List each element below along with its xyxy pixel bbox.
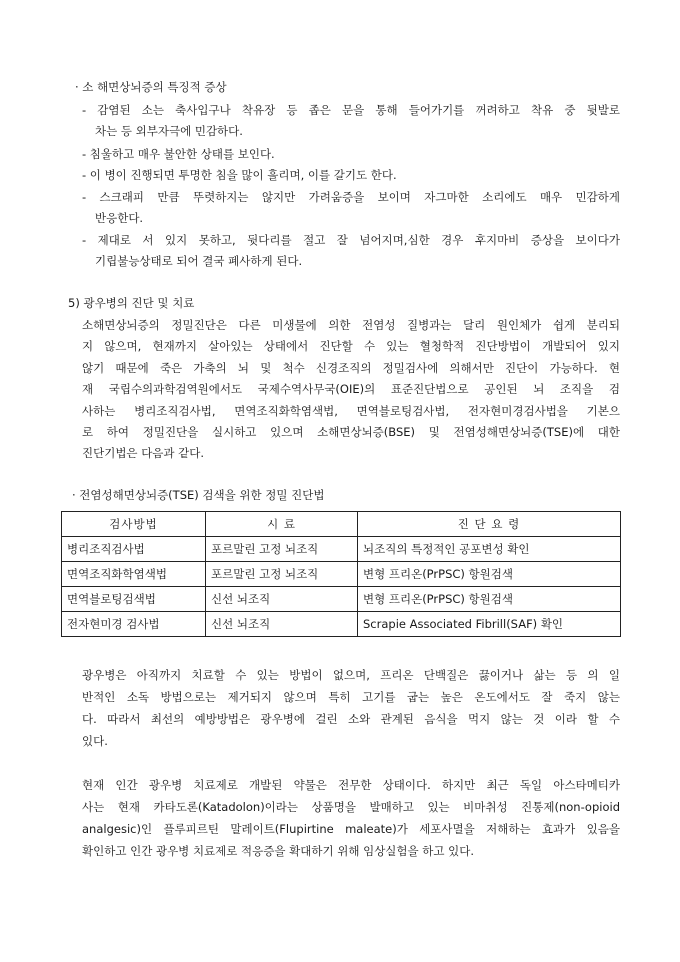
- symptom-item-1: - 감염된 소는 축사입구나 착유장 등 좁은 문을 통해 들어가기를 꺼려하고 착유 중 뒷발로: [82, 103, 620, 117]
- table-row: [62, 537, 621, 562]
- table-title: · 전염성해면상뇌증(TSE) 검색을 위한 정밀 진단법: [72, 488, 325, 502]
- cell-sample: 포르말린 고정 뇌조직: [206, 562, 358, 587]
- diagnosis-line-3: 않기 때문에 죽은 가축의 뇌 및 척수 신경조직의 정밀검사에 의해서만 진단이 가능하다. 현: [82, 361, 620, 375]
- symptom-item-3: - 이 병이 진행되면 투명한 침을 많이 흘리며, 이를 갈기도 한다.: [82, 168, 397, 182]
- cell-procedure: 변형 프리온(PrPSC) 항원검색: [358, 562, 621, 587]
- cell-method: 면역조직화학염색법: [62, 562, 206, 587]
- symptoms-heading: · 소 해면상뇌증의 특징적 증상: [75, 80, 227, 94]
- treatment-line-1: 광우병은 아직까지 치료할 수 있는 방법이 없으며, 프리온 단백질은 끓이거나 삶는 등 의 일: [82, 668, 620, 682]
- drugs-line-2: 사는 현재 카타도론(Katadolon)이라는 상품명을 발매하고 있는 비마취성 진통제(non-opioid: [82, 800, 620, 814]
- diagnosis-heading: 5) 광우병의 진단 및 치료: [68, 296, 195, 310]
- symptom-item-1-cont: 차는 등 외부자극에 민감하다.: [95, 124, 243, 138]
- cell-procedure: 변형 프리온(PrPSC) 항원검색: [358, 587, 621, 612]
- cell-method: 병리조직검사법: [62, 537, 206, 562]
- cell-method: 면역블로팅검색법: [62, 587, 206, 612]
- diagnosis-line-4: 재 국립수의과학검역원에서도 국제수역사무국(OIE)의 표준진단법으로 공인된 뇌 조직을 검: [82, 382, 620, 396]
- diagnosis-line-7: 진단기법은 다음과 같다.: [82, 446, 205, 460]
- diagnosis-methods-table: [61, 511, 621, 637]
- symptom-item-2: - 침울하고 매우 불안한 상태를 보인다.: [82, 147, 275, 161]
- table-row: [62, 562, 621, 587]
- table-header-row: [62, 512, 621, 537]
- header-method: 검사방법: [62, 512, 206, 537]
- cell-sample: 포르말린 고정 뇌조직: [206, 537, 358, 562]
- drugs-line-4: 확인하고 인간 광우병 치료제로 적응증을 확대하기 위해 임상실험을 하고 있다.: [82, 844, 475, 858]
- diagnosis-line-6: 로 하여 정밀진단을 실시하고 있으며 소해면상뇌증(BSE) 및 전염성해면상뇌증(TSE)에 대한: [82, 425, 620, 439]
- cell-procedure: 뇌조직의 특정적인 공포변성 확인: [358, 537, 621, 562]
- treatment-line-2: 반적인 소독 방법으로는 제거되지 않으며 특히 고기를 굽는 높은 온도에서도 잘 죽지 않는: [82, 690, 620, 704]
- cell-sample: 신선 뇌조직: [206, 612, 358, 637]
- symptom-item-4-cont: 반응한다.: [95, 211, 144, 225]
- symptom-item-5-cont: 기립불능상태로 되어 결국 폐사하게 된다.: [95, 254, 303, 268]
- table-row: [62, 612, 621, 637]
- table-row: [62, 587, 621, 612]
- treatment-line-3: 다. 따라서 최선의 예방방법은 광우병에 걸린 소와 관계된 음식을 먹지 않는 것 이라 할 수: [82, 712, 620, 726]
- symptom-item-5: - 제대로 서 있지 못하고, 뒷다리를 절고 잘 넘어지며,심한 경우 후지마비 증상을 보이다가: [82, 233, 620, 247]
- diagnosis-line-5: 사하는 병리조직검사법, 면역조직화학염색법, 면역블로팅검사법, 전자현미경검사법을 기본으: [82, 404, 620, 418]
- cell-procedure: Scrapie Associated Fibrill(SAF) 확인: [358, 612, 621, 637]
- header-sample: 시 료: [206, 512, 358, 537]
- drugs-line-1: 현재 인간 광우병 치료제로 개발된 약물은 전무한 상태이다. 하지만 최근 독일 아스타메티카: [82, 778, 620, 792]
- cell-method: 전자현미경 검사법: [62, 612, 206, 637]
- cell-sample: 신선 뇌조직: [206, 587, 358, 612]
- diagnosis-line-2: 지 않으며, 현재까지 살아있는 상태에서 진단할 수 있는 혈청학적 진단방법이 개발되어 있지: [82, 339, 620, 353]
- drugs-line-3: analgesic)인 플루피르틴 말레이트(Flupirtine maleate)가 세포사멸을 저해하는 효과가 있음을: [82, 822, 620, 836]
- treatment-line-4: 있다.: [82, 734, 108, 748]
- diagnosis-line-1: 소해면상뇌증의 정밀진단은 다른 미생물에 의한 전염성 질병과는 달리 원인체가 쉽게 분리되: [82, 318, 620, 332]
- symptom-item-4: - 스크래피 만큼 뚜렷하지는 않지만 가려움증을 보이며 자그마한 소리에도 매우 민감하게: [82, 190, 620, 204]
- header-procedure: 진 단 요 령: [358, 512, 621, 537]
